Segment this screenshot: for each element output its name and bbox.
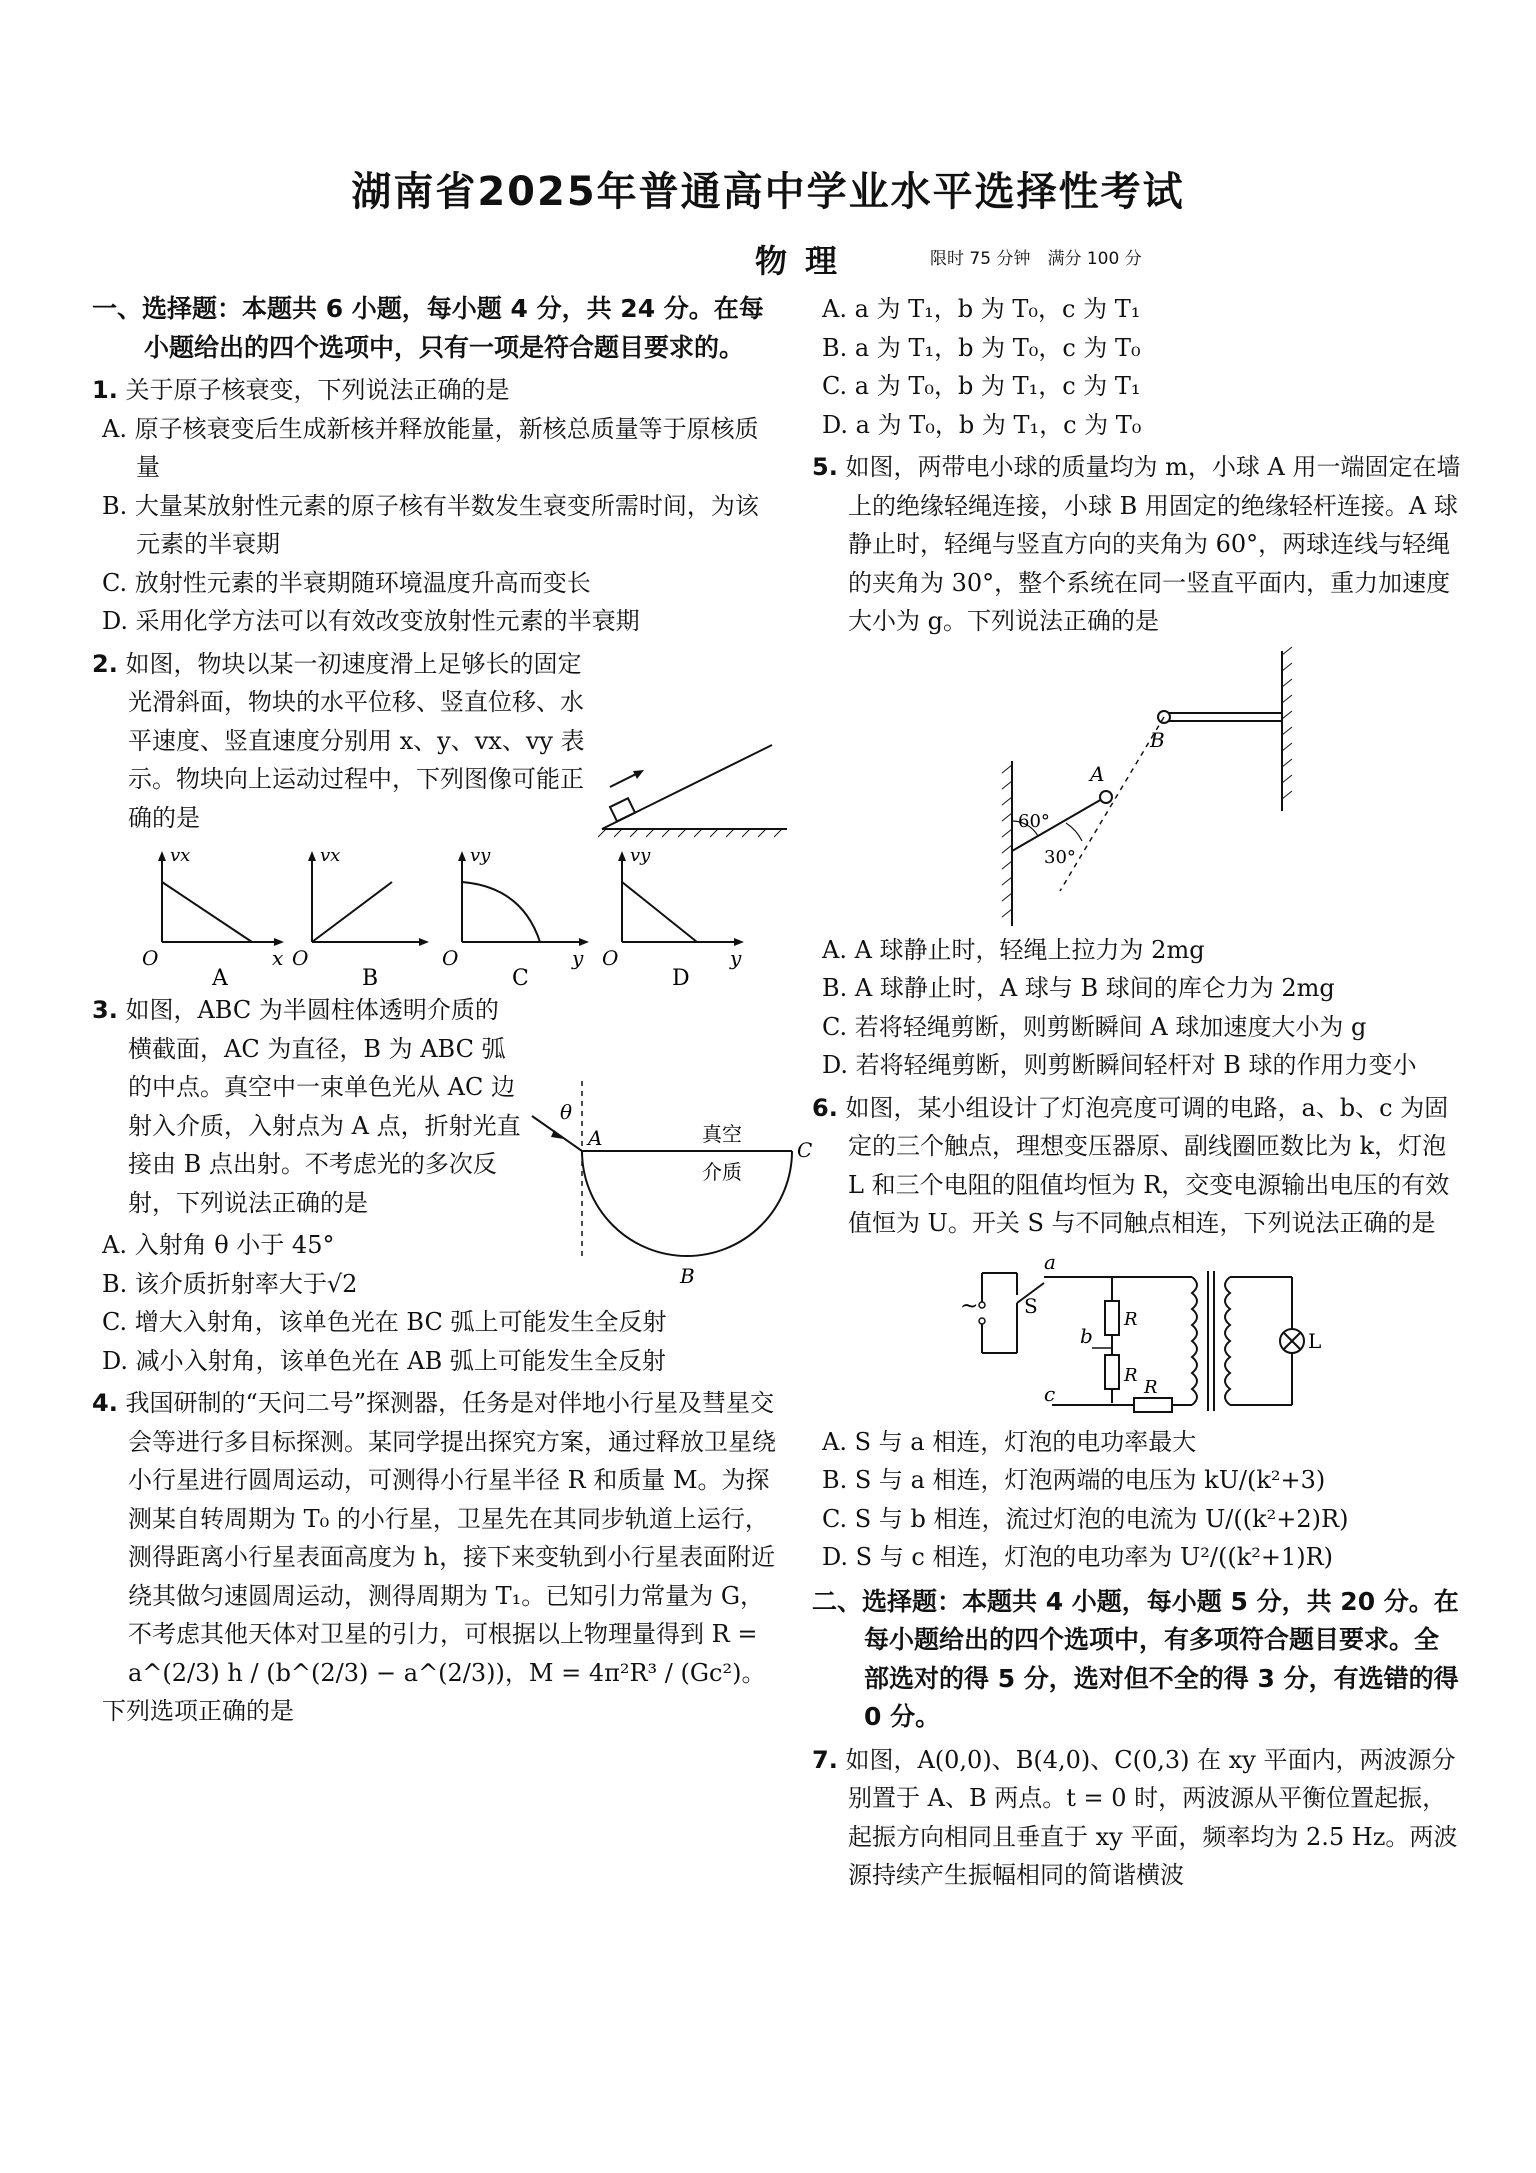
q2-answer-graphs xyxy=(112,837,792,991)
exam-title: 湖南省2025年普通高中学业水平选择性考试 xyxy=(351,169,1185,215)
q3-theta-label: θ xyxy=(560,1100,573,1124)
q1-option-b: B. 大量某放射性元素的原子核有半数发生衰变所需时间，为该元素的半衰期 xyxy=(102,491,759,558)
q5-option-c: C. 若将轻绳剪断，则剪断瞬间 A 球加速度大小为 g xyxy=(822,1012,1367,1041)
question-5 xyxy=(812,448,1462,641)
q6-contact-c-label: c xyxy=(1044,1381,1056,1406)
q3-option-d: D. 减小入射角，该单色光在 AB 弧上可能发生全反射 xyxy=(102,1346,666,1375)
q3-point-a-label: A xyxy=(588,1126,603,1150)
q3-option-c: C. 增大入射角，该单色光在 BC 弧上可能发生全反射 xyxy=(102,1308,667,1336)
q2-graph-d-ylabel: vy xyxy=(630,845,651,866)
q7-number: 7. xyxy=(812,1745,838,1774)
q5-option-d: D. 若将轻绳剪断，则剪断瞬间轻杆对 B 球的作用力变小 xyxy=(822,1051,1417,1079)
q2-graph-b-label: B xyxy=(362,966,379,991)
section2-heading: 二、选择题：本题共 4 小题，每小题 5 分，共 20 分。在每小题给出的四个选项中，有多项符合题目要求。全部选对的得 5 分，选对但不全的得 3 分，有选错的得 0 分。 xyxy=(812,1586,1459,1731)
q5-option-a: A. A 球静止时，轻绳上拉力为 2mg xyxy=(822,935,1205,964)
question-7 xyxy=(812,1741,1462,1895)
q6-circuit-figure xyxy=(812,1243,1452,1423)
q2-graph-c-ylabel: vy xyxy=(470,845,491,866)
q4-stem: 我国研制的“天问二号”探测器，任务是对伴地小行星及彗星交会等进行多目标探测。某同学提出探究方案，通过释放卫星绕小行星进行圆周运动，可测得小行星半径 R 和质量 M。为探测某自转周期为 T₀ 的小行星，卫星先在其同步轨道上运行，测得距离小行星表面高度为 h，接下来变轨到小行星表面附近绕其做匀速圆周运动，测得周期为 T₁。已知引力常量为 G，不考虑其他天体对卫星的引力，可根据以上物理量得到 R = a^(2/3) h / (b^(2/3) − a^(2/3))，M = 4π²R³ / (Gc²)。 xyxy=(125,1389,776,1687)
q4-option-b: B. a 为 T₁，b 为 T₀，c 为 T₀ xyxy=(822,333,1141,362)
q2-graph-d-xlabel: y xyxy=(730,946,742,970)
q1-number: 1. xyxy=(92,376,118,404)
q3-option-b: B. 该介质折射率大于√2 xyxy=(102,1269,358,1298)
q3-semicircle-figure xyxy=(512,1061,813,1291)
q5-figure xyxy=(812,641,1452,931)
right-column xyxy=(812,290,1462,1895)
q1-stem: 关于原子核衰变，下列说法正确的是 xyxy=(125,376,510,404)
q3-point-b-label: B xyxy=(680,1264,695,1288)
q6-option-c: C. S 与 b 相连，流过灯泡的电流为 U/((k²+2)R) xyxy=(822,1504,1349,1533)
q2-graph-a-ylabel: vx xyxy=(170,845,191,866)
time-score-limits: 限时 75 分钟 满分 100 分 xyxy=(930,249,1142,269)
q2-graph-b xyxy=(292,845,429,991)
q5-ball-a-label: A xyxy=(1090,761,1105,786)
q3-number: 3. xyxy=(92,996,118,1024)
q5-number: 5. xyxy=(812,453,838,481)
q2-graph-a-xlabel: x xyxy=(272,946,284,970)
q6-option-a: A. S 与 a 相连，灯泡的电功率最大 xyxy=(822,1427,1197,1456)
q5-angle-60-label: 60° xyxy=(1018,810,1050,832)
q2-graph-d-label: D xyxy=(672,966,690,991)
q7-stem: 如图，A(0,0)、B(4,0)、C(0,3) 在 xy 平面内，两波源分别置于 A、B 两点。t = 0 时，两波源从平衡位置起振，起振方向相同且垂直于 xy 平面，频率均为 2.5 Hz。两波源持续产生振幅相同的简谐横波 xyxy=(845,1745,1458,1889)
question-2 xyxy=(92,645,782,838)
q2-graph-c xyxy=(442,845,589,991)
q3-stem: 如图，ABC 为半圆柱体透明介质的横截面，AC 为直径，B 为 ABC 弧的中点。真空中一束单色光从 AC 边射入介质，入射点为 A 点，折射光直接由 B 点出射。不考虑光的多次反射，下列说法正确的是 xyxy=(125,996,521,1217)
q6-number: 6. xyxy=(812,1093,838,1122)
q2-graph-b-ylabel: vx xyxy=(320,845,341,866)
question-6 xyxy=(812,1089,1462,1243)
q6-r2-label: R xyxy=(1124,1364,1138,1386)
q1-option-a: A. 原子核衰变后生成新核并释放能量，新核总质量等于原核质量 xyxy=(102,414,759,481)
q2-graph-d xyxy=(602,845,744,991)
q3-medium-label: 介质 xyxy=(702,1160,742,1184)
q6-source-symbol: ~ xyxy=(960,1293,979,1319)
q5-angle-30-label: 30° xyxy=(1044,846,1076,868)
section1-heading: 一、选择题：本题共 6 小题，每小题 4 分，共 24 分。在每小题给出的四个选项中，只有一项是符合题目要求的。 xyxy=(92,294,764,362)
q2-graph-c-origin: O xyxy=(442,946,459,970)
q6-contact-a-label: a xyxy=(1044,1249,1056,1274)
q6-option-d: D. S 与 c 相连，灯泡的电功率为 U²/((k²+1)R) xyxy=(822,1543,1334,1571)
q2-stem: 如图，物块以某一初速度滑上足够长的固定光滑斜面，物块的水平位移、竖直位移、水平速度、竖直速度分别用 x、y、vx、vy 表示。物块向上运动过程中，下列图像可能正确的是 xyxy=(125,649,585,832)
q1-option-c: C. 放射性元素的半衰期随环境温度升高而变长 xyxy=(102,568,591,597)
question-1 xyxy=(92,371,782,410)
q6-lamp-label: L xyxy=(1308,1328,1322,1353)
q6-r3-label: R xyxy=(1144,1376,1158,1398)
q5-stem: 如图，两带电小球的质量均为 m，小球 A 用一端固定在墙上的绝缘轻绳连接，小球 B 用固定的绝缘轻杆连接。A 球静止时，轻绳与竖直方向的夹角为 60°，两球连线与轻绳的夹角为 30°，整个系统在同一竖直平面内，重力加速度大小为 g。下列说法正确的是 xyxy=(845,453,1461,635)
q6-stem: 如图，某小组设计了灯泡亮度可调的电路，a、b、c 为固定的三个触点，理想变压器原、副线圈匝数比为 k，灯泡 L 和三个电阻的阻值均恒为 R，交变电源输出电压的有效值恒为 U。开关 S 与不同触点相连，下列说法正确的是 xyxy=(845,1093,1450,1237)
q6-switch-label: S xyxy=(1024,1293,1038,1318)
q2-graph-a xyxy=(142,845,284,991)
q6-contact-b-label: b xyxy=(1080,1323,1093,1348)
q2-number: 2. xyxy=(92,649,118,678)
q3-option-a: A. 入射角 θ 小于 45° xyxy=(102,1231,335,1259)
q2-graph-d-origin: O xyxy=(602,946,619,970)
subject-title: 物理 xyxy=(755,242,856,280)
q3-vacuum-label: 真空 xyxy=(702,1122,742,1146)
q3-point-c-label: C xyxy=(797,1138,813,1162)
q2-graph-c-xlabel: y xyxy=(572,946,584,970)
q4-option-d: D. a 为 T₀，b 为 T₁，c 为 T₀ xyxy=(822,410,1142,439)
q5-option-b: B. A 球静止时，A 球与 B 球间的库仑力为 2mg xyxy=(822,974,1335,1002)
q2-incline-figure xyxy=(592,737,792,837)
q4-option-a: A. a 为 T₁，b 为 T₀，c 为 T₁ xyxy=(822,295,1141,323)
q2-graph-a-label: A xyxy=(212,966,228,991)
q6-r1-label: R xyxy=(1124,1308,1138,1330)
q4-option-c: C. a 为 T₀，b 为 T₁，c 为 T₁ xyxy=(822,372,1141,400)
q2-graph-a-origin: O xyxy=(142,946,159,970)
q2-graph-b-origin: O xyxy=(292,946,309,970)
q1-option-d: D. 采用化学方法可以有效改变放射性元素的半衰期 xyxy=(102,607,640,635)
left-column xyxy=(92,290,813,1731)
q5-ball-b-label: B xyxy=(1150,727,1165,752)
q4-number: 4. xyxy=(92,1389,118,1417)
q6-option-b: B. S 与 a 相连，灯泡两端的电压为 kU/(k²+3) xyxy=(822,1466,1326,1494)
q4-tail: 下列选项正确的是 xyxy=(102,1697,294,1725)
question-4 xyxy=(92,1384,782,1692)
q2-graph-c-label: C xyxy=(512,966,529,991)
